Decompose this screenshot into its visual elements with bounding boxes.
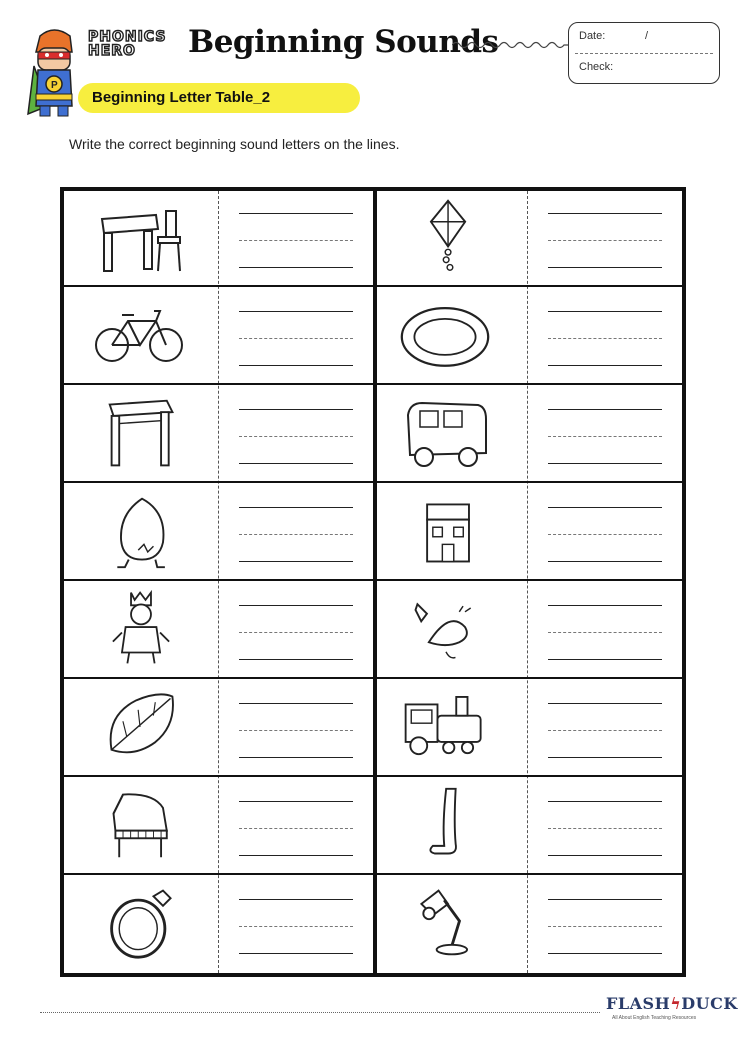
check-label: Check: — [579, 61, 614, 73]
date-check-box — [568, 22, 720, 84]
writing-lines[interactable] — [239, 605, 353, 663]
row-separator — [64, 285, 682, 287]
date-label: Date: — [579, 30, 606, 42]
row-separator — [64, 873, 682, 875]
writing-lines[interactable] — [548, 507, 662, 565]
egg-icon — [98, 493, 188, 571]
page-title: Beginning Sounds — [188, 24, 499, 60]
ring-icon — [98, 883, 188, 961]
row-separator — [64, 481, 682, 483]
bicycle-icon — [94, 297, 184, 375]
writing-lines[interactable] — [239, 507, 353, 565]
lamp-icon — [404, 883, 494, 961]
row-separator — [64, 775, 682, 777]
writing-lines[interactable] — [548, 899, 662, 957]
writing-lines[interactable] — [239, 213, 353, 271]
cell-divider — [218, 191, 219, 973]
bus-icon — [402, 397, 492, 475]
oval-mirror-icon — [400, 297, 490, 375]
writing-lines[interactable] — [239, 703, 353, 761]
row-separator — [64, 383, 682, 385]
nose-icon — [400, 589, 490, 667]
writing-lines[interactable] — [548, 311, 662, 369]
house-icon — [404, 493, 494, 571]
train-icon — [400, 687, 490, 765]
column-divider — [373, 191, 377, 973]
writing-lines[interactable] — [239, 899, 353, 957]
row-separator — [64, 677, 682, 679]
leg-icon — [404, 785, 494, 863]
writing-lines[interactable] — [548, 703, 662, 761]
flashduck-logo — [606, 994, 738, 1013]
date-slash: / — [645, 30, 649, 42]
date-separator — [575, 53, 713, 54]
phonics-hero-logo — [88, 30, 184, 58]
brand-line-1: PHONICS — [88, 29, 167, 45]
logo-part-1: FLASH — [606, 994, 671, 1013]
writing-lines[interactable] — [548, 213, 662, 271]
writing-lines[interactable] — [548, 801, 662, 859]
svg-text:P: P — [51, 80, 58, 91]
kite-icon — [404, 197, 494, 275]
instruction-text: Write the correct beginning sound letters on the lines. — [69, 136, 400, 152]
superhero-mascot-icon — [26, 26, 82, 118]
cell-divider — [527, 191, 528, 973]
writing-lines[interactable] — [239, 311, 353, 369]
subtitle: Beginning Letter Table_2 — [92, 89, 271, 106]
squiggle-decoration — [452, 38, 568, 52]
desk-and-chair-icon — [96, 201, 186, 279]
writing-lines[interactable] — [239, 801, 353, 859]
table-icon — [98, 395, 188, 473]
footer-divider — [40, 1012, 600, 1013]
worksheet-table — [60, 187, 686, 977]
writing-lines[interactable] — [548, 605, 662, 663]
piano-icon — [98, 785, 188, 863]
leaf-icon — [96, 687, 186, 765]
logo-tagline: All About English Teaching Resources — [612, 1015, 697, 1021]
writing-lines[interactable] — [548, 409, 662, 467]
row-separator — [64, 579, 682, 581]
lightning-bolt-icon: ϟ — [670, 994, 682, 1013]
brand-line-2: HERO — [88, 43, 136, 59]
writing-lines[interactable] — [239, 409, 353, 467]
king-icon — [96, 589, 186, 667]
logo-part-2: DUCK — [681, 994, 738, 1013]
